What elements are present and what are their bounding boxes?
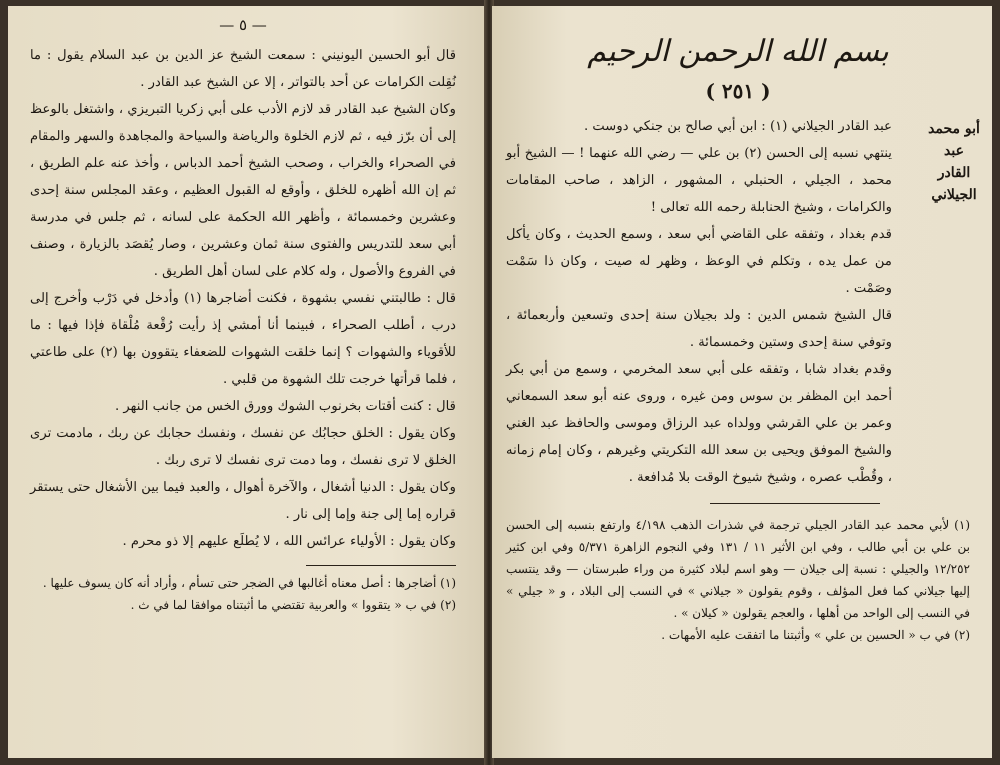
footnote: (١) أضاجرها : أصل معناه أغالبها في الضجر حتى تسأم ، وأراد أنه كان يسوف عليها . xyxy=(42,576,456,590)
paragraph: وكان يقول : الأولياء عرائس الله ، لا يُطلَع عليهم إلا ذو محرم . xyxy=(122,534,456,549)
footnote-divider xyxy=(306,565,456,566)
paragraph: قدم بغداد ، وتفقه على القاضي أبي سعد ، وسمع الحديث ، وكان يأكل من عمل يده ، وتكلم في الوعظ ، وظهر له صيت ، وكان ذا سَمْت وصَمْت . xyxy=(506,227,892,296)
margin-label xyxy=(926,118,982,206)
margin-label-line: الجيلاني xyxy=(931,187,977,203)
page-number: — ٥ — xyxy=(219,16,267,34)
entry-number: ( ٢٥١ ) xyxy=(705,79,771,103)
footnote: (٢) في ب « الحسين بن علي » وأثبتنا ما اتفقت عليه الأمهات . xyxy=(661,628,970,642)
left-page xyxy=(8,6,486,758)
paragraph: وكان يقول : الدنيا أشغال ، والآخرة أهوال ، والعبد فيما بين الأشغال حتى يستقر قراره إما إلى جنة وإما إلى نار . xyxy=(30,480,456,522)
margin-label-line: أبو محمد xyxy=(928,121,980,137)
basmala-heading: بسم الله الرحمن الرحيم xyxy=(587,34,889,69)
paragraph: عبد القادر الجيلاني (١) : ابن أبي صالح بن جنكي دوست . xyxy=(583,119,892,134)
paragraph: قال أبو الحسين اليونيني : سمعت الشيخ عز الدين بن عبد السلام يقول : ما نُقِلت الكرامات عن أحد بالتواتر ، إلا عن الشيخ عبد القادر . xyxy=(30,48,456,90)
paragraph: ينتهي نسبه إلى الحسن (٢) بن علي — رضي الله عنهما ! — الشيخ أبو محمد ، الجيلي ، الحنبلي ، المشهور ، الزاهد ، صاحب المقامات والكرامات ، وشيخ الحنابلة رحمه الله تعالى ! xyxy=(506,146,892,215)
right-page xyxy=(492,6,992,758)
paragraph: قال : طالبتني نفسي بشهوة ، فكنت أضاجرها (١) وأدخل في دَرْب وأخرج إلى درب ، أطلب الصحراء ، فبينما أنا أمشي إذ رأيت رُقْعة مُلْقاة فإذا فيها : ما للأقوياء والشهوات ؟ إنما خلقت الشهوات للضعفاء يتقوون بها (٢) على طاعتي ، فلما قرأتها خرجت تلك الشهوة من قلبي . xyxy=(30,291,457,387)
paragraph: وقدم بغداد شابا ، وتفقه على أبي سعد المخرمي ، وسمع من أبي بكر أحمد ابن المظفر بن سوس ومن غيره ، وروى عنه أبو سعد السمعاني وعمر بن علي القرشي وولداه عبد الرزاق وموسى والحافظ عبد الغني والشيخ الموفق ويحيى بن سعد الله التكريتي وغيرهم ، وكان إمام زمانه ، وقُطْب عصره ، وشيخ شيوخ الوقت بلا مُدافعة . xyxy=(506,362,892,485)
paragraph: قال : كنت أقتات بخرنوب الشوك وورق الخس من جانب النهر . xyxy=(115,399,456,414)
footnote-divider xyxy=(710,503,880,504)
right-body xyxy=(506,113,892,491)
footnote: (٢) في ب « يتقووا » والعربية تقتضي ما أثبتناه موافقا لما في ث . xyxy=(130,598,456,612)
footnote: (١) لأبي محمد عبد القادر الجيلي ترجمة في شذرات الذهب ٤/١٩٨ وارتفع بنسبه إلى الحسن بن علي بن أبي طالب ، وفي ابن الأثير ١١ / ١٣١ وفي النجوم الزاهرة ٥/٣٧١ وفي ابن كثير ١٢/٢٥٢ والجيلي : نسبة إلى جيلان — وهو اسم لبلاد كثيرة من وراء طبرستان — وقد ينتسب إليها جيلاني كما فعل المؤلف ، وقوم يقولون « جيلاني » في النسب إلى البلاد ، و « جيلي » في النسب إلى الواحد من أهلها ، والعجم يقولون « كيلان » . xyxy=(506,518,970,620)
paragraph: وكان يقول : الخلق حجابُك عن نفسك ، ونفسك حجابك عن ربك ، مادمت ترى الخلق لا ترى نفسك ، وما دمت ترى نفسك لا ترى ربك . xyxy=(30,426,456,468)
paragraph: وكان الشيخ عبد القادر قد لازم الأدب على أبي زكريا التبريزي ، واشتغل بالوعظ إلى أن برّز فيه ، ثم لازم الخلوة والرياضة والسياحة والمجاهدة والسهر والمقام في الصحراء والخراب ، وصحب الشيخ أحمد الدباس ، وأخذ عنه علم الطريق ، ثم إن الله أظهره للخلق ، وأوقع له القبول العظيم ، وعقد المجلس سنة إحدى وعشرين وخمسمائة ، وأظهر الله الحكمة على لسانه ، ثم جلس في مدرسة أبي سعد للتدريس والفتوى سنة ثمان وعشرين ، وصار يُقصَد بالزيارة ، وصنف في الفروع والأصول ، وله كلام على لسان أهل الطريق . xyxy=(30,102,456,279)
margin-label-line: عبد القادر xyxy=(937,143,971,181)
paragraph: قال الشيخ شمس الدين : ولد بجيلان سنة إحدى وتسعين وأربعمائة ، وتوفي سنة إحدى وستين وخمسمائة . xyxy=(506,308,892,350)
